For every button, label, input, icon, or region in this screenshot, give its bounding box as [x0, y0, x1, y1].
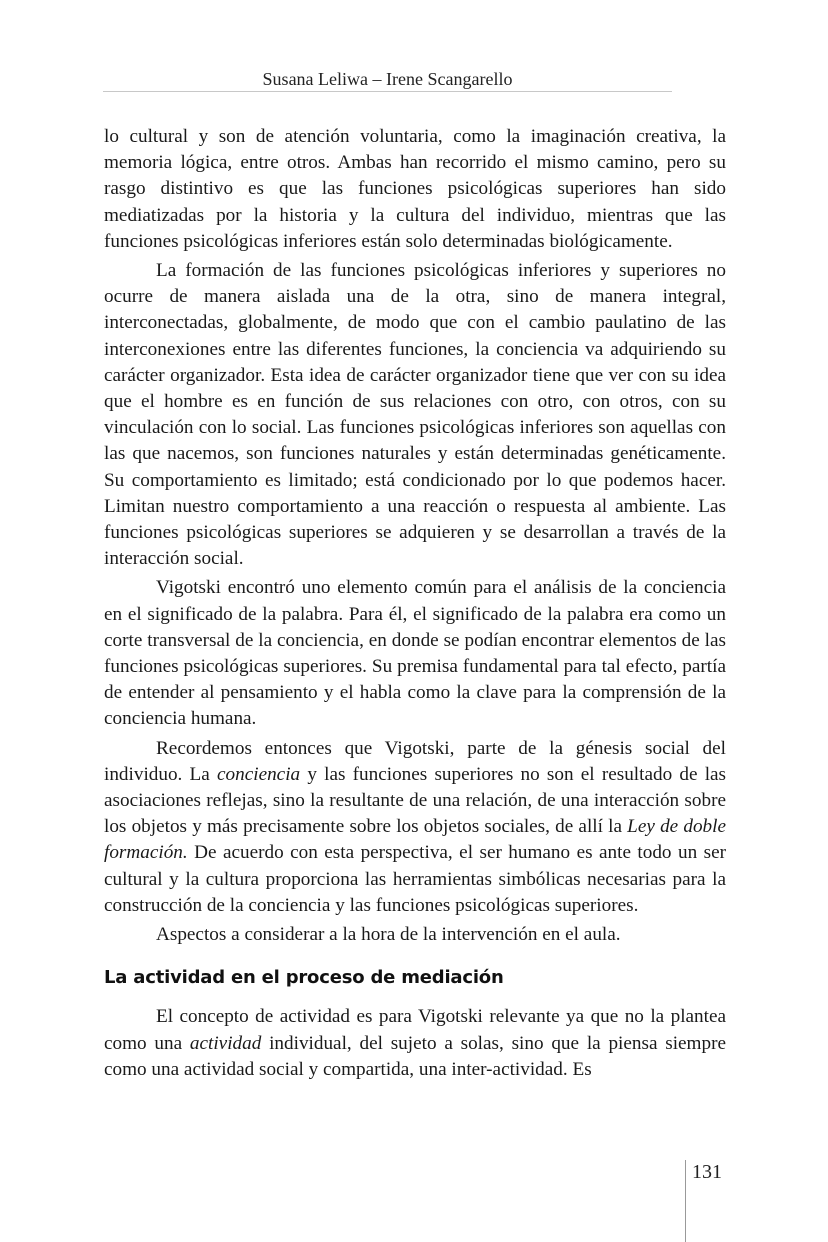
italic-term-ley-doble-formacion: Ley de doble formación.: [104, 816, 726, 864]
page-body: [104, 124, 726, 1083]
italic-term-actividad: actividad: [189, 1032, 262, 1054]
paragraph-4-text-2: y las funciones superiores no son el resultado de las asociaciones reflejas, sino la resultante de una relación, de una interacción sobre los objetos y más precisamente sobre los objetos sociales, de allí la: [104, 763, 727, 838]
paragraph-4-text-3: De acuerdo con esta perspectiva, el ser humano es ante todo un ser cultural y la cultura proporciona las herramientas simbólicas necesarias para la construcción de la conciencia y las funciones psicológicas superiores.: [104, 842, 726, 916]
paragraph-3: Vigotski encontró uno elemento común para el análisis de la conciencia en el significado de la palabra. Para él, el significado de la palabra era como un corte transversal de la conciencia, en donde se podían encontrar elementos de las funciones psicológicas superiores. Su premisa fundamental para tal efecto, partía de entender al pensamiento y el habla como la clave para la comprensión de la conciencia humana.: [104, 577, 726, 730]
page-number: 131: [692, 1161, 722, 1183]
italic-term-conciencia: conciencia: [217, 763, 301, 785]
running-head: Susana Leliwa – Irene Scangarello: [262, 69, 513, 89]
section-paragraph-1: [104, 1004, 726, 1083]
paragraph-4: [104, 736, 726, 919]
page-number-rule: [685, 1160, 686, 1242]
section-paragraph-text-1: El concepto de actividad es para Vigotski relevante ya que no la plantea como una: [104, 1006, 726, 1054]
header-rule: [103, 91, 672, 92]
paragraph-4-text-1: Recordemos entonces que Vigotski, parte de la génesis social del individuo. La: [104, 737, 726, 785]
paragraph-1: lo cultural y son de atención voluntaria, como la imaginación creativa, la memoria lógica, entre otros. Ambas han recorrido el mismo camino, pero su rasgo distintivo es que las funciones psicológicas superiores han sido mediatizadas por la historia y la cultura del individuo, mientras que las funciones psicológicas inferiores están solo determinadas biológicamente.: [104, 126, 726, 252]
paragraph-5: Aspectos a considerar a la hora de la intervención en el aula.: [156, 924, 621, 946]
section-paragraph-text-2: individual, del sujeto a solas, sino que la piensa siempre como una actividad social y compartida, una inter-actividad. Es: [104, 1032, 726, 1080]
paragraph-2: La formación de las funciones psicológicas inferiores y superiores no ocurre de manera aislada una de la otra, sino de manera integral, interconectadas, globalmente, de modo que con el cambio paulatino de las interconexiones entre las diferentes funciones, la conciencia va adquiriendo su carácter organizador. Esta idea de carácter organizador tiene que ver con su idea que el hombre es en función de sus relaciones con otro, con otros, con su vinculación con lo social. Las funciones psicológicas inferiores son aquellas con las que nacemos, son funciones naturales y están determinadas genéticamente. Su comportamiento es limitado; está condicionado por lo que podemos hacer. Limitan nuestro comportamiento a una reacción o respuesta al ambiente. Las funciones psicológicas superiores se adquieren y se desarrollan a través de la interacción social.: [104, 260, 726, 570]
section-heading: La actividad en el proceso de mediación: [104, 967, 504, 989]
